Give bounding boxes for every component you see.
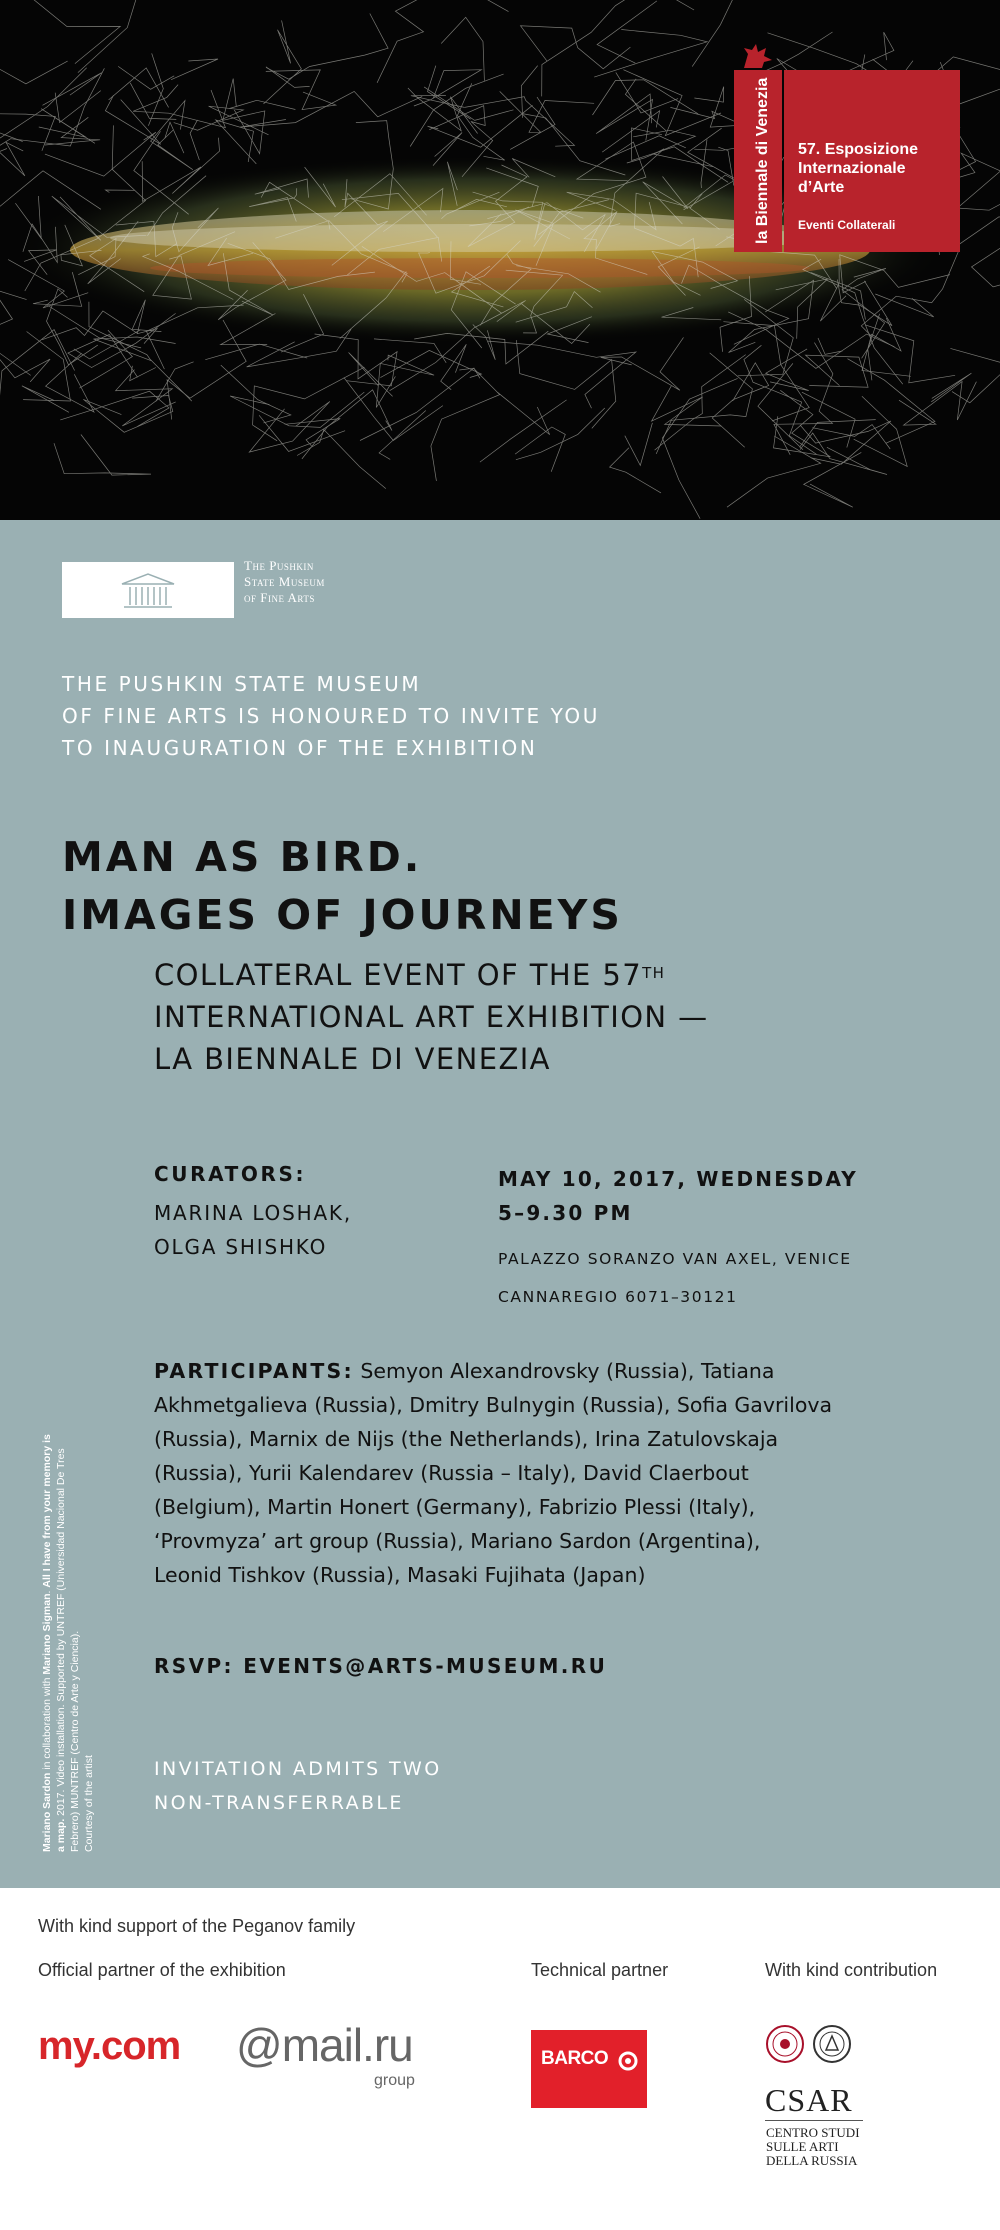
event-datetime [498,1162,858,1230]
biennale-exhibition [798,140,918,197]
participants-line-2: Akhmetgalieva (Russia), Dmitry Bulnygin (Russia), Sofia Gavrilova [154,1393,833,1417]
biennale-vertical-text [734,70,782,252]
admission-line-2: NON-TRANSFERRABLE [154,1792,404,1814]
participants-text-1: Semyon Alexandrovsky (Russia), Tatiana [360,1359,775,1383]
participants-line-7: Leonid Tishkov (Russia), Masaki Fujihata (Japan) [154,1563,646,1587]
participants-line-5: (Belgium), Martin Honert (Germany), Fabrizio Plessi (Italy), [154,1495,756,1519]
exhibition-title [62,828,623,944]
credit-collaborator: Mariano Sigman [41,1593,53,1675]
barco-wordmark: BARCO [541,2048,609,2069]
curators-heading: CURATORS: [154,1162,307,1186]
winged-lion-icon [742,42,774,70]
invitation-text [62,668,600,764]
participants-line-1 [154,1354,954,1388]
participants-heading: PARTICIPANTS: [154,1359,354,1383]
university-seal-icon [765,2024,805,2064]
biennale-name: la Biennale di Venezia [754,77,771,244]
venue-line-2: CANNAREGIO 6071–30121 [498,1288,738,1306]
rsvp-email[interactable]: RSVP: EVENTS@ARTS-MUSEUM.RU [154,1654,608,1678]
csar-line-3: DELLA RUSSIA [766,2153,858,2168]
participants-line-4: (Russia), Yurii Kalendarev (Russia – Italy), David Claerbout [154,1461,749,1485]
mycom-logo[interactable]: my.com [38,2024,181,2068]
event-venue [498,1240,852,1316]
technical-partner-label: Technical partner [531,1960,669,1980]
exhibition-subtitle [154,954,709,1080]
museum-name-line-2: State Museum [244,574,325,589]
credit-text-1: in collaboration with [41,1674,53,1773]
biennale-line-3: d’Arte [798,179,845,196]
invitation-line-2: OF FINE ARTS IS HONOURED TO INVITE YOU [62,704,600,728]
csar-divider [765,2120,863,2121]
credit-artist: Mariano Sardon [41,1772,53,1852]
subtitle-line-1 [154,954,709,996]
official-partner-label: Official partner of the exhibition [38,1960,286,1980]
museum-building-icon [62,562,234,618]
museum-logo [62,562,234,618]
credit-text-2: . [41,1587,53,1594]
mailru-logo[interactable]: @mail.ru [236,2019,413,2071]
museum-name-line-1: The Pushkin [244,558,314,573]
artwork-credit [40,1432,96,1852]
participants [154,1354,954,1592]
title-line-2: IMAGES OF JOURNEYS [62,891,623,939]
subtitle-line-1-text: COLLATERAL EVENT OF THE 57 [154,958,643,992]
credit-text-3: 2017. Video installation. Supported by UNTREF (Universidad Nacional De Tres Febrero) MUNTREF (Centro de Arte y Ciencia). [55,1448,81,1852]
academic-seal-icon [812,2024,852,2064]
mailru-group-label: group [374,2072,415,2089]
biennale-line-1: 57. Esposizione [798,141,919,158]
title-line-1: MAN AS BIRD. [62,833,423,881]
subtitle-line-3: LA BIENNALE DI VENEZIA [154,1042,551,1076]
curator-1: MARINA LOSHAK, [154,1201,352,1225]
invitation-panel [0,520,1000,1888]
venue-line-1: PALAZZO SORANZO VAN AXEL, VENICE [498,1250,852,1268]
participants-line-3: (Russia), Marnix de Nijs (the Netherlands), Irina Zatulovskaja [154,1427,779,1451]
biennale-box [784,70,960,252]
subtitle-ordinal: TH [642,964,666,982]
participants-line-6: ‘Provmyza’ art group (Russia), Mariano Sardon (Argentina), [154,1529,761,1553]
hero-artwork [0,0,1000,520]
contribution-label: With kind contribution [765,1960,938,1980]
admission-note [154,1752,442,1820]
support-note: With kind support of the Peganov family [38,1916,356,1936]
subtitle-line-2: INTERNATIONAL ART EXHIBITION — [154,1000,709,1034]
event-time: 5–9.30 PM [498,1201,633,1225]
invitation-line-1: THE PUSHKIN STATE MUSEUM [62,672,422,696]
curator-2: OLGA SHISHKO [154,1235,328,1259]
csar-line-2: SULLE ARTI [766,2139,839,2154]
barco-logo[interactable] [531,2030,647,2108]
admission-line-1: INVITATION ADMITS TWO [154,1758,442,1780]
curators-names [154,1196,352,1264]
museum-name [244,558,325,606]
barco-swirl-icon [617,2050,639,2072]
event-date: MAY 10, 2017, WEDNESDAY [498,1167,858,1191]
partners-footer [0,1888,1000,2230]
csar-fullname [766,2126,860,2168]
museum-name-line-3: of Fine Arts [244,590,315,605]
credit-courtesy: Courtesy of the artist [83,1755,95,1852]
biennale-line-2: Internazionale [798,160,906,177]
credit-work-title: All I have from your memory is a map. [41,1434,67,1852]
invitation-line-3: TO INAUGURATION OF THE EXHIBITION [62,736,538,760]
biennale-logo [734,70,960,252]
biennale-events: Eventi Collaterali [798,218,896,232]
csar-line-1: CENTRO STUDI [766,2125,860,2140]
csar-logo[interactable]: CSAR [765,2082,853,2118]
